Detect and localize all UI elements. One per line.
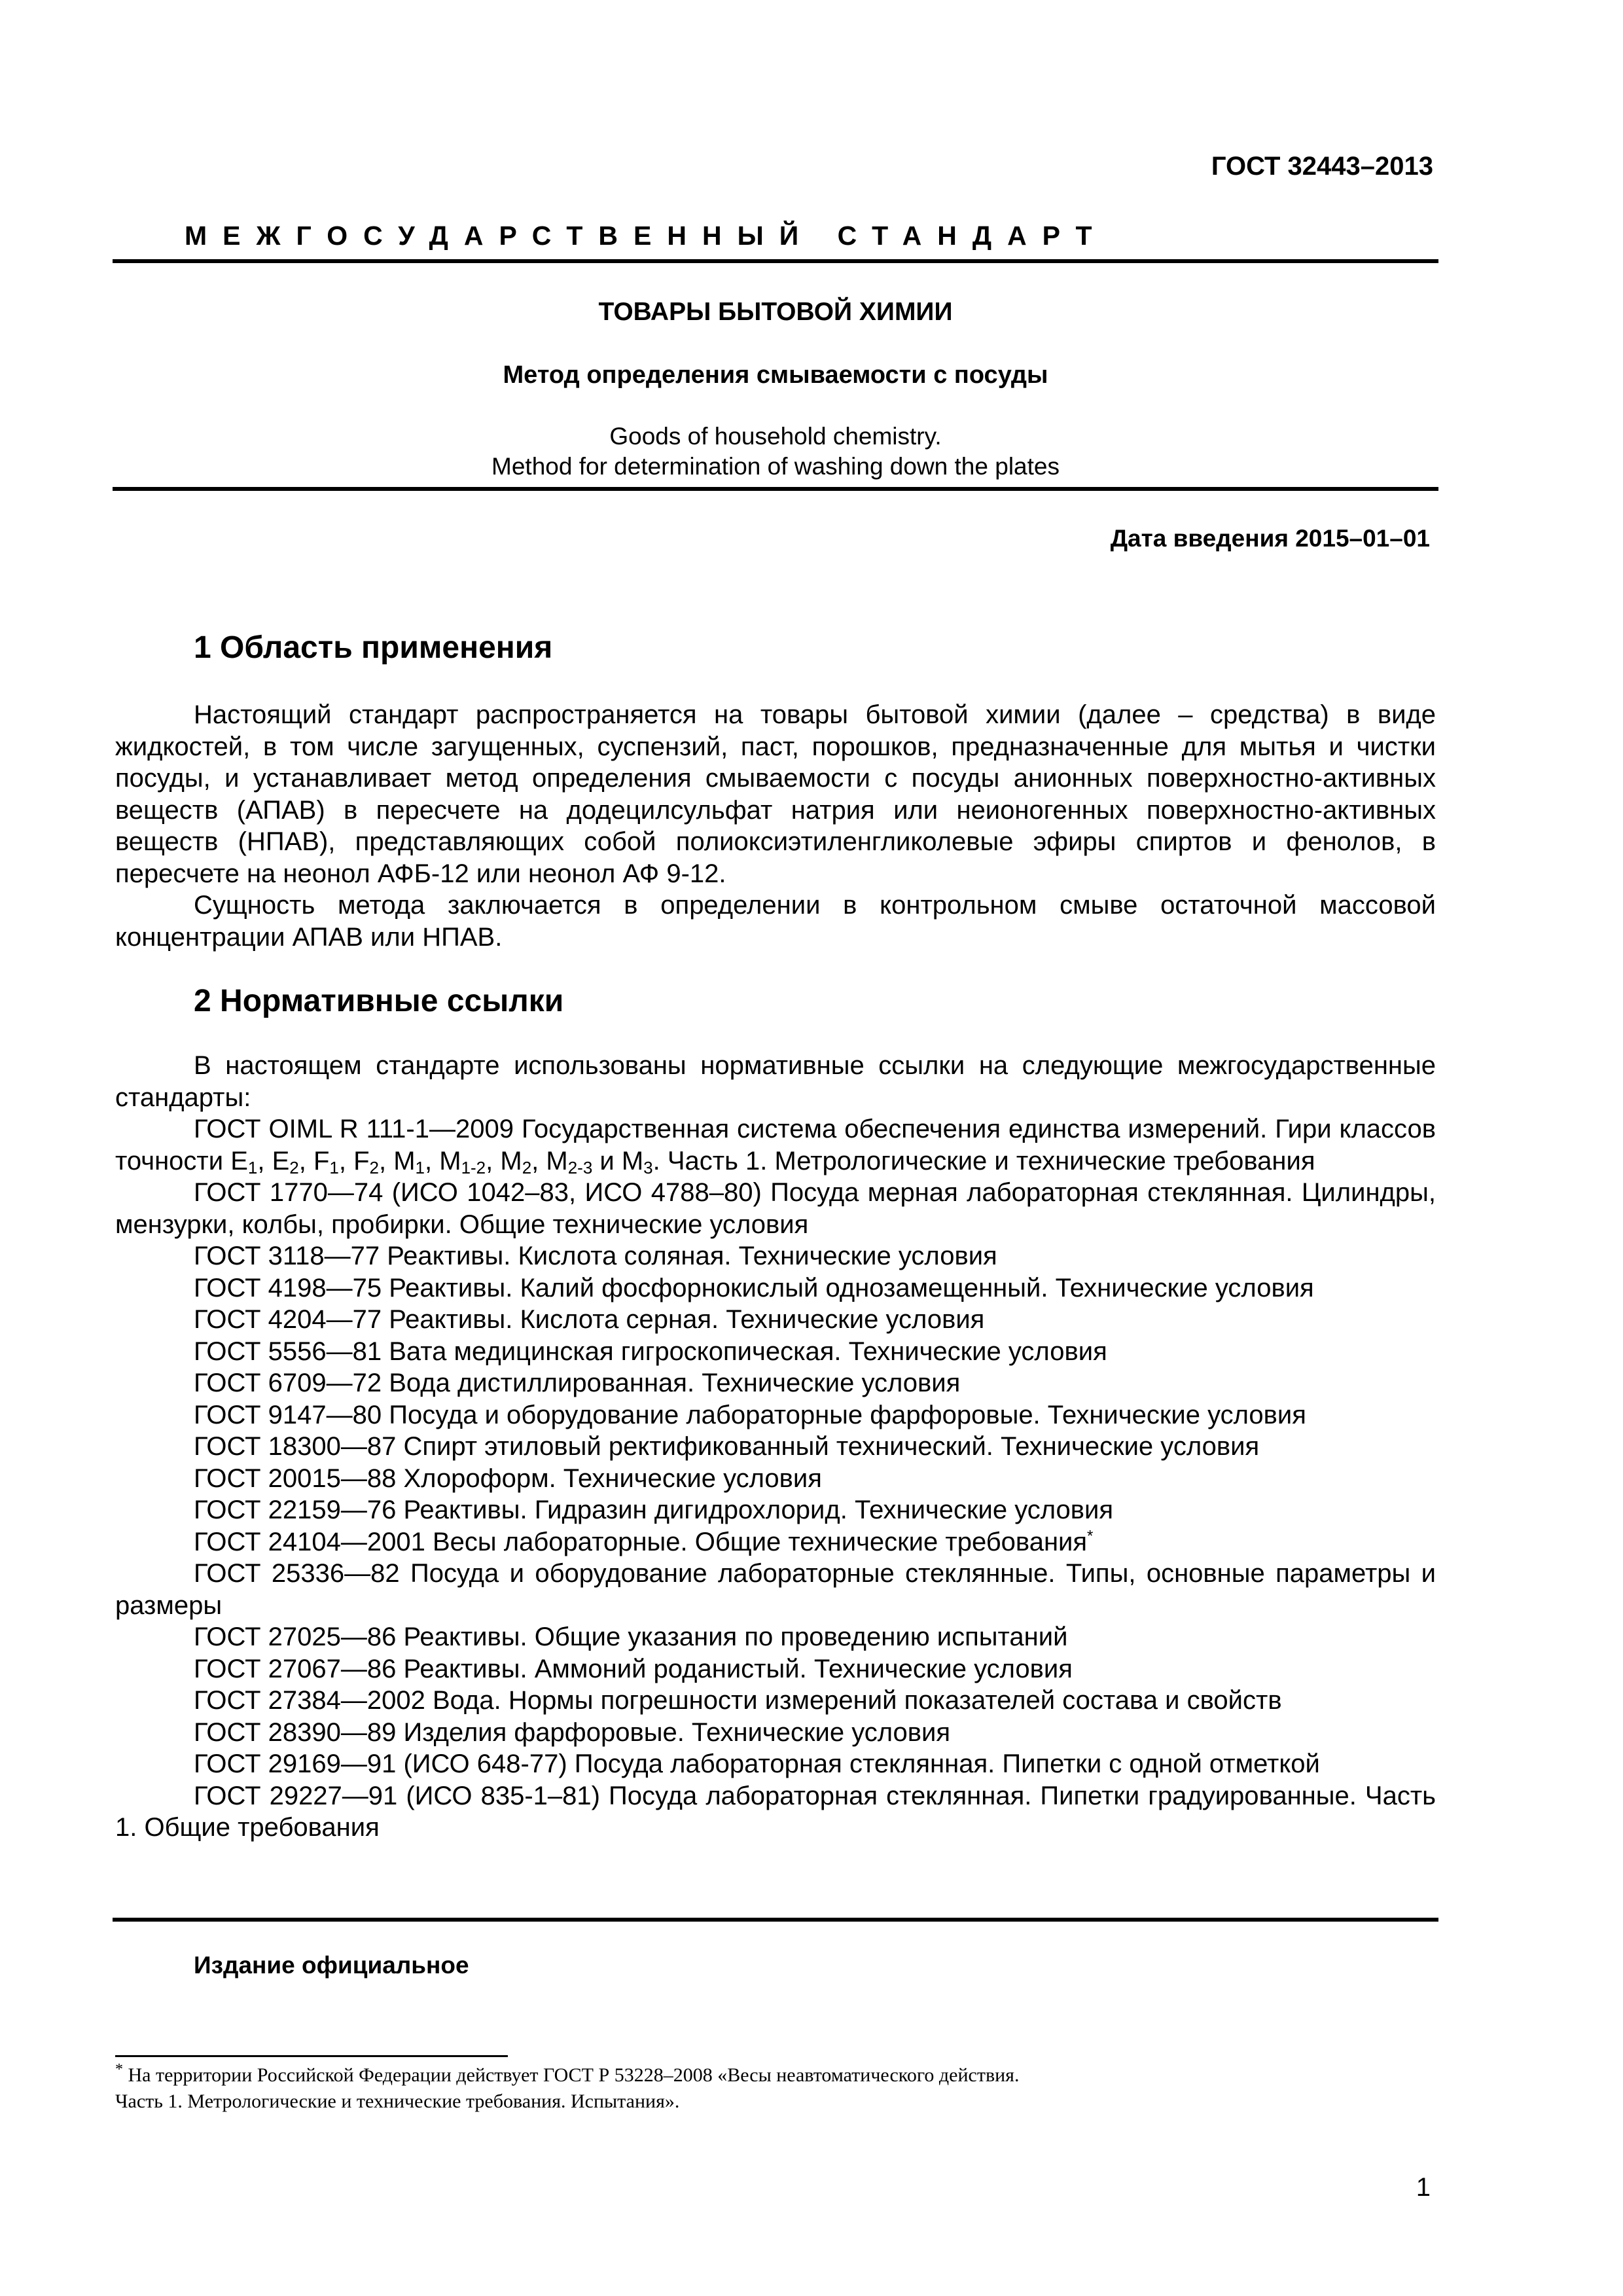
reference-item: ГОСТ 24104—2001 Весы лабораторные. Общие технические требования*: [194, 1527, 1094, 1556]
reference-item: ГОСТ 27025—86 Реактивы. Общие указания по проведению испытаний: [194, 1623, 1068, 1651]
reference-item: ГОСТ 25336—82 Посуда и оборудование лабораторные стеклянные. Типы, основные параметры и размеры: [115, 1559, 1436, 1620]
section-1-paragraph: Сущность метода заключается в определении в контрольном смыве остаточной массовой концентрации АПАВ или НПАВ.: [115, 891, 1436, 952]
english-title-line2: Method for determination of washing down the plates: [491, 453, 1060, 480]
footnote-marker: *: [1087, 1527, 1094, 1545]
references-list: [115, 1050, 1436, 1844]
reference-item: ГОСТ 9147—80 Посуда и оборудование лабораторные фарфоровые. Технические условия: [194, 1400, 1306, 1429]
page-number: 1: [1416, 2173, 1431, 2202]
reference-item: ГОСТ 27384—2002 Вода. Нормы погрешности измерений показателей состава и свойств: [194, 1686, 1282, 1715]
document-subtitle: Метод определения смываемости с посуды: [503, 361, 1048, 389]
footnote-line1: * На территории Российской Федерации действует ГОСТ Р 53228–2008 «Весы неавтоматического действия.: [115, 2061, 1020, 2086]
reference-item: ГОСТ 29169—91 (ИСО 648-77) Посуда лабораторная стеклянная. Пипетки с одной отметкой: [194, 1749, 1320, 1778]
document-title: ТОВАРЫ БЫТОВОЙ ХИМИИ: [598, 298, 953, 326]
reference-item: ГОСТ 22159—76 Реактивы. Гидразин дигидрохлорид. Технические условия: [194, 1496, 1114, 1524]
title-rule: [113, 487, 1438, 491]
document-number: ГОСТ 32443–2013: [1211, 152, 1433, 181]
reference-item: ГОСТ 1770—74 (ИСО 1042–83, ИСО 4788–80) Посуда мерная лабораторная стеклянная. Цилиндры, мензурки, колбы, пробирки. Общие технические условия: [115, 1178, 1436, 1239]
interstate-standard-label: МЕЖГОСУДАРСТВЕННЫЙ СТАНДАРТ: [185, 221, 1108, 251]
footnote-line2: Часть 1. Метрологические и технические требования. Испытания».: [115, 2090, 680, 2112]
section-1-paragraph: Настоящий стандарт распространяется на товары бытовой химии (далее – средства) в виде жидкостей, в том числе загущенных, суспензий, паст, порошков, предназначенные для мытья и чистки посуды, и устанавливает метод определения смываемости с посуды анионных поверхностно-активных веществ (АПАВ) в пересчете на додецилсульфат натрия или неионогенных поверхностно-активных веществ (НПАВ), представляющих собой полиоксиэтиленгликолевые эфиры спиртов и фенолов, в пересчете на неонол АФБ-12 или неонол АФ 9-12.: [115, 700, 1436, 888]
reference-item: ГОСТ 4198—75 Реактивы. Калий фосфорнокислый однозамещенный. Технические условия: [194, 1273, 1314, 1302]
footnote-rule: [115, 2055, 508, 2057]
section-2-heading: 2 Нормативные ссылки: [194, 984, 564, 1018]
english-title-line1: Goods of household chemistry.: [609, 423, 942, 450]
reference-item: ГОСТ 3118—77 Реактивы. Кислота соляная. Технические условия: [194, 1242, 997, 1270]
header-rule: [113, 259, 1438, 263]
introduction-date: Дата введения 2015–01–01: [1110, 525, 1430, 552]
footer-rule: [113, 1918, 1438, 1922]
footnote-marker: *: [115, 2061, 123, 2078]
reference-item: ГОСТ 28390—89 Изделия фарфоровые. Технические условия: [194, 1717, 951, 1747]
section-1-body: [115, 699, 1436, 953]
reference-item: ГОСТ 5556—81 Вата медицинская гигроскопическая. Технические условия: [194, 1336, 1107, 1366]
reference-item: ГОСТ 18300—87 Спирт этиловый ректификованный технический. Технические условия: [194, 1432, 1260, 1461]
reference-item: ГОСТ 29227—91 (ИСО 835-1–81) Посуда лабораторная стеклянная. Пипетки градуированные. Часть 1. Общие требования: [115, 1781, 1436, 1842]
official-edition-label: Издание официальное: [194, 1952, 469, 1979]
reference-item: ГОСТ 6709—72 Вода дистиллированная. Технические условия: [194, 1369, 961, 1397]
section-1-heading: 1 Область применения: [194, 630, 553, 665]
reference-item: ГОСТ 4204—77 Реактивы. Кислота серная. Технические условия: [194, 1305, 985, 1334]
reference-item: ГОСТ OIML R 111-1—2009 Государственная система обеспечения единства измерений. Гири классов точности $E_1$, $E_2$, $F_1$, $F_2$, $M_1$, $M_{1-2}$, $M_2$, $M_{2-3}$ и $M_3$. Часть 1. Метрологические и технические требования: [115, 1115, 1436, 1177]
reference-item: ГОСТ 27067—86 Реактивы. Аммоний роданистый. Технические условия: [194, 1654, 1073, 1683]
references-intro: В настоящем стандарте использованы нормативные ссылки на следующие межгосударственные стандарты:: [115, 1051, 1436, 1112]
reference-item: ГОСТ 20015—88 Хлороформ. Технические условия: [194, 1463, 822, 1493]
